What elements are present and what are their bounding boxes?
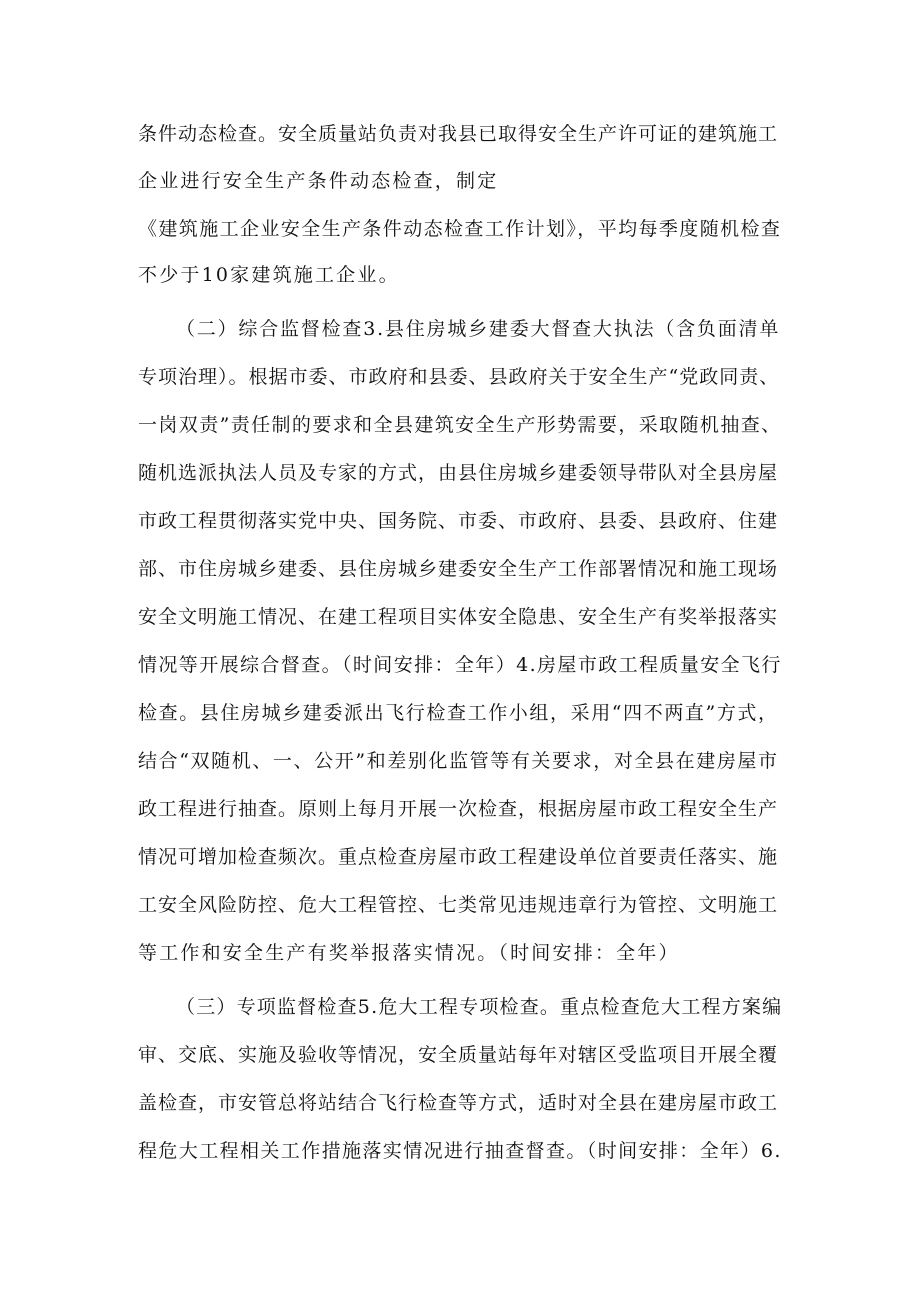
text-line: 《建筑施工企业安全生产条件动态检查工作计划》，平均每季度随机检查	[138, 218, 782, 240]
text-line: 情况可增加检查频次。重点检查房屋市政工程建设单位首要责任落实、施	[138, 846, 779, 868]
text-line: 等工作和安全生产有奖举报落实情况。（时间安排：全年）	[138, 942, 680, 964]
text-line: 一岗双责”责任制的要求和全县建筑安全生产形势需要，采取随机抽查、	[138, 414, 782, 436]
text-line: 随机选派执法人员及专家的方式，由县住房城乡建委领导带队对全县房屋	[138, 462, 779, 484]
text-line: 工安全风险防控、危大工程管控、七类常见违规违章行为管控、文明施工	[138, 894, 779, 916]
text-line: 检查。县住房城乡建委派出飞行检查工作小组，采用“四不两直”方式，	[138, 702, 779, 724]
text-line: 情况等开展综合督查。（时间安排：全年）4.房屋市政工程质量安全飞行	[138, 654, 782, 676]
text-line: 盖检查，市安管总将站结合飞行检查等方式，适时对全县在建房屋市政工	[138, 1092, 779, 1114]
text-line: 审、交底、实施及验收等情况，安全质量站每年对辖区受监项目开展全覆	[138, 1044, 779, 1066]
text-line: 专项治理）。根据市委、市政府和县委、县政府关于安全生产“党政同责、	[138, 366, 780, 388]
text-line: 条件动态检查。安全质量站负责对我县已取得安全生产许可证的建筑施工	[138, 123, 779, 145]
section-heading-line: （二）综合监督检查3.县住房城乡建委大督查大执法（含负面清单	[176, 318, 781, 340]
text-line: 程危大工程相关工作措施落实情况进行抽查督查。（时间安排：全年）6.	[138, 1140, 782, 1162]
text-line: 企业进行安全生产条件动态检查，制定	[138, 170, 499, 192]
section-heading-line: （三）专项监督检查5.危大工程专项检查。重点检查危大工程方案编	[176, 996, 783, 1018]
text-line: 部、市住房城乡建委、县住房城乡建委安全生产工作部署情况和施工现场	[138, 558, 779, 580]
text-line: 市政工程贯彻落实党中央、国务院、市委、市政府、县委、县政府、住建	[138, 510, 779, 532]
text-line: 安全文明施工情况、在建工程项目实体安全隐患、安全生产有奖举报落实	[138, 606, 779, 628]
text-line: 政工程进行抽查。原则上每月开展一次检查，根据房屋市政工程安全生产	[138, 798, 779, 820]
text-line: 结合“双随机、一、公开”和差别化监管等有关要求，对全县在建房屋市	[138, 750, 779, 772]
text-line: 不少于10家建筑施工企业。	[138, 264, 400, 286]
